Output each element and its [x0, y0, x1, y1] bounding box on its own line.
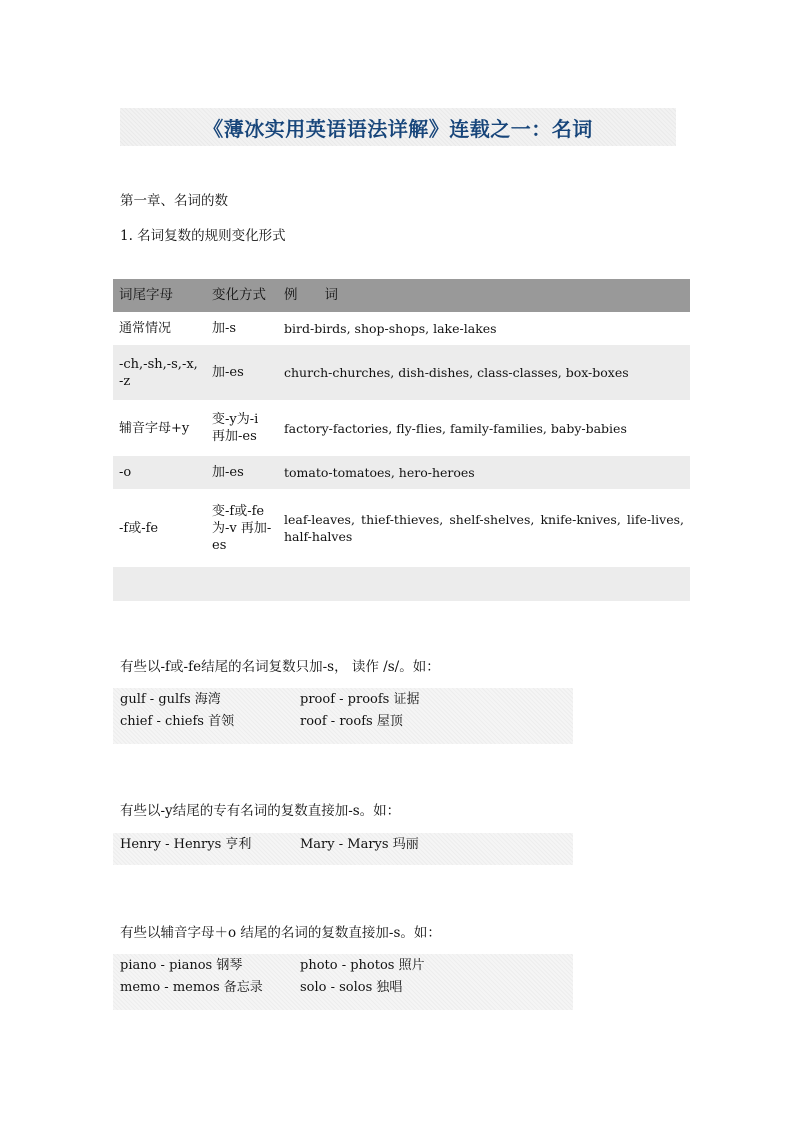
- cell-change: 加-es: [212, 465, 244, 480]
- page-title: 《薄冰实用英语语法详解》连载之一：名词: [203, 116, 593, 141]
- table-row: [113, 345, 690, 400]
- example-row: [113, 955, 573, 977]
- header-ending: 词尾字母: [119, 287, 173, 303]
- example-item: Henry - Henrys 亨利: [120, 837, 252, 852]
- table-row: [113, 312, 690, 345]
- cell-examples: factory-factories, fly-flies, family-families, baby-babies: [284, 420, 627, 436]
- example-box: [113, 954, 573, 1010]
- note-text: 有些以-y结尾的专有名词的复数直接加-s。如：: [120, 803, 401, 819]
- plural-rules-table: [113, 279, 690, 601]
- table-header-row: [113, 279, 690, 312]
- cell-ending: -ch,-sh,-s,-x,-z: [119, 356, 198, 389]
- header-change: 变化方式: [212, 287, 266, 303]
- cell-ending: 辅音字母+y: [119, 420, 190, 436]
- cell-examples: tomato-tomatoes, hero-heroes: [284, 465, 475, 480]
- example-item: solo - solos 独唱: [300, 980, 403, 995]
- example-item: piano - pianos 钢琴: [120, 958, 243, 973]
- cell-ending: -o: [119, 465, 132, 480]
- cell-change: 加-s: [212, 321, 237, 336]
- section-heading: 1. 名词复数的规则变化形式: [120, 228, 286, 244]
- example-item: photo - photos 照片: [300, 958, 425, 973]
- cell-examples: leaf-leaves, thief-thieves, shelf-shelves, knife-knives, life-lives, half-halves: [284, 512, 684, 544]
- table-row: [113, 489, 690, 567]
- chapter-heading: 第一章、名词的数: [120, 193, 228, 209]
- example-item: chief - chiefs 首领: [120, 714, 235, 729]
- example-row: [113, 977, 573, 999]
- example-item: memo - memos 备忘录: [120, 980, 263, 995]
- cell-change: 变-y为-i 再加-es: [212, 412, 259, 444]
- example-row: [113, 711, 573, 733]
- note-text: 有些以辅音字母＋o 结尾的名词的复数直接加-s。如：: [120, 925, 441, 941]
- example-item: proof - proofs 证据: [300, 692, 420, 707]
- example-row: [113, 834, 573, 856]
- header-examples: 例 词: [284, 287, 338, 303]
- title-banner: [120, 108, 676, 146]
- example-item: Mary - Marys 玛丽: [300, 837, 419, 852]
- table-row: [113, 456, 690, 489]
- table-row: [113, 400, 690, 456]
- example-box: [113, 688, 573, 744]
- cell-ending: -f或-fe: [119, 520, 159, 536]
- table-empty-row: [113, 567, 690, 601]
- note-text: 有些以-f或-fe结尾的名词复数只加-s， 读作 /s/。如：: [120, 659, 440, 675]
- example-item: gulf - gulfs 海湾: [120, 692, 221, 707]
- cell-ending: 通常情况: [119, 321, 172, 336]
- cell-examples: church-churches, dish-dishes, class-classes, box-boxes: [284, 365, 629, 380]
- cell-examples: bird-birds, shop-shops, lake-lakes: [284, 321, 497, 336]
- example-box: [113, 833, 573, 865]
- cell-change: 变-f或-fe为-v 再加-es: [212, 503, 272, 553]
- example-item: roof - roofs 屋顶: [300, 714, 403, 729]
- cell-change: 加-es: [212, 365, 244, 380]
- example-row: [113, 689, 573, 711]
